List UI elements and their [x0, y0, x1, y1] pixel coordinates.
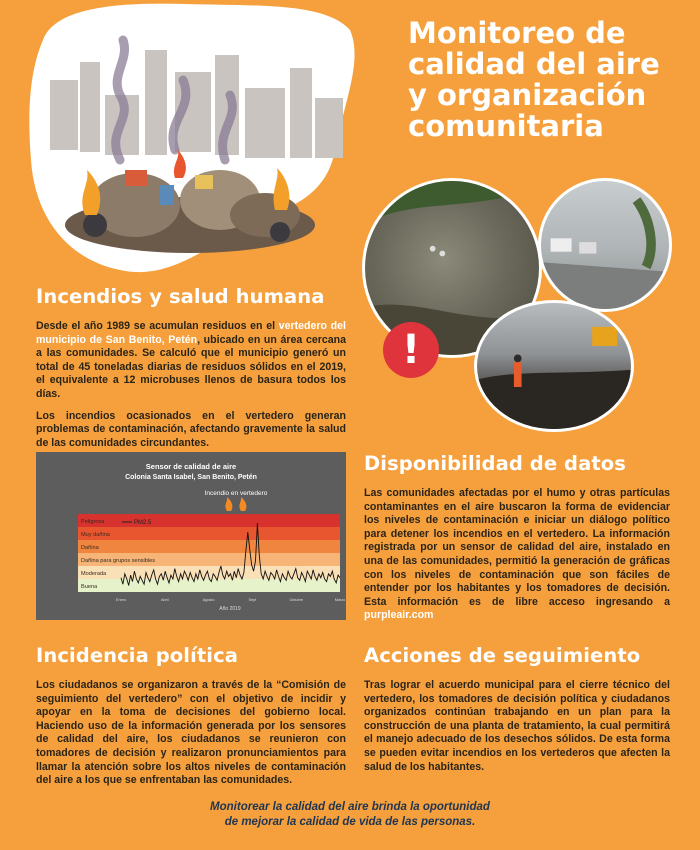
- x-ticks: [116, 598, 345, 602]
- title-line-4: comunitaria: [408, 109, 604, 143]
- title-line-3: y organización: [408, 78, 647, 112]
- flame-icon: [225, 497, 246, 511]
- incidencia-text: Los ciudadanos se organizaron a través de la “Comisión de seguimiento del vertedero” con el objetivo de incidir y apoyar en la toma de decisiones del gobierno local. Haciendo uso de la información generada por los sensores de calidad del aire, los ciudadanos se reunieron con tomadores de decisión y realizaron pronunciamientos para llamar la atención sobre los altos niveles de contaminación del aire a los que se enfrentaban las comunidades.: [36, 679, 346, 787]
- chart-subtitle: Colonia Santa Isabel, San Benito, Petén: [125, 474, 257, 481]
- band-label-4: Moderada: [81, 571, 107, 577]
- datos-text: [364, 487, 670, 623]
- x-tick-5: Marzo: [334, 598, 346, 602]
- incendios-paragraph-1: [36, 320, 346, 402]
- air-quality-chart: [36, 452, 346, 620]
- incendios-p1-end: , ubicado en un área cercana a las comunidades. Se calculó que el municipio generó un total de 45 toneladas diarias de residuos sólidos en el 2019, el equivalente a 12 microbuses llenos de basura todos los días.: [36, 333, 346, 400]
- incendios-text: [36, 320, 346, 450]
- incendios-paragraph-2: Los incendios ocasionados en el vertedero generan problemas de contaminación, afectando gravemente la salud de las comunidades circundantes.: [36, 409, 346, 449]
- page-title: [408, 18, 693, 142]
- purpleair-link[interactable]: purpleair.com: [364, 609, 434, 622]
- photo-smoky-street: [538, 178, 672, 312]
- title-line-2: calidad del aire: [408, 47, 660, 81]
- exclamation-icon: [383, 322, 439, 378]
- alert-symbol: !: [401, 327, 421, 373]
- band-0: [78, 514, 340, 527]
- legend-label: PM2.5: [134, 520, 152, 526]
- chart-title: Sensor de calidad de aire: [145, 462, 237, 471]
- heading-incidencia: Incidencia política: [36, 644, 238, 667]
- band-2: [78, 540, 340, 553]
- footer-line-2: de mejorar la calidad de vida de las personas.: [224, 816, 476, 828]
- chart-annotation: Incendio en vertedero: [204, 490, 268, 497]
- band-label-3: Dañina para grupos sensibles: [81, 558, 156, 564]
- x-tick-0: Enero: [115, 598, 127, 602]
- datos-paragraph: Las comunidades afectadas por el humo y otras partículas contaminantes en el aire buscaron la forma de evidenciar los niveles de contaminación e iniciar un diálogo político para detener los incendios en el vertedero. La información registrada por un sensor de calidad del aire, instalado en una de las comunidades, permitió la generación de gráficas con los niveles de contaminación que son fáciles de entender por los habitantes y los tomadores de decisión. Esta información es de libre acceso ingresando a: [364, 487, 670, 608]
- chart-svg: [36, 452, 346, 620]
- band-label-2: Dañina: [81, 545, 99, 551]
- photo-firefighter: [474, 300, 634, 432]
- heading-datos: Disponibilidad de datos: [364, 452, 626, 475]
- band-label-0: Peligrosa: [81, 519, 105, 525]
- heading-acciones: Acciones de seguimiento: [364, 644, 641, 667]
- incendios-p1-start: Desde el año 1989 se acumulan residuos en el: [36, 320, 279, 332]
- heading-incendios: Incendios y salud humana: [36, 285, 325, 308]
- vertedero-link[interactable]: vertedero del municipio de San Benito, Petén: [36, 320, 346, 346]
- x-tick-4: Octubre: [289, 598, 303, 602]
- band-5: [78, 579, 340, 592]
- title-line-1: Monitoreo de: [408, 16, 626, 50]
- x-axis-label: Año 2019: [219, 606, 241, 612]
- footer-message: [0, 800, 700, 830]
- x-tick-1: Abril: [160, 598, 169, 602]
- chart-bands: [78, 514, 340, 592]
- footer-line-1: Monitorear la calidad del aire brinda la oportunidad: [210, 801, 490, 813]
- band-label-1: Muy dañina: [81, 532, 110, 538]
- x-tick-3: Sept: [248, 598, 257, 602]
- band-1: [78, 527, 340, 540]
- x-tick-2: Agosto: [202, 598, 215, 602]
- band-label-5: Buena: [81, 584, 98, 590]
- acciones-text: Tras lograr el acuerdo municipal para el cierre técnico del vertedero, los tomadores de decisión política y ciudadanos organizados continúan trabajando en un plan para la construcción de una planta de tratamiento, la cual permitirá el manejo adecuado de los desechos sólidos. De esta forma se pueden evitar incendios en los vertederos que afecten la salud de los habitantes.: [364, 679, 670, 773]
- landfill-illustration: [25, 0, 360, 282]
